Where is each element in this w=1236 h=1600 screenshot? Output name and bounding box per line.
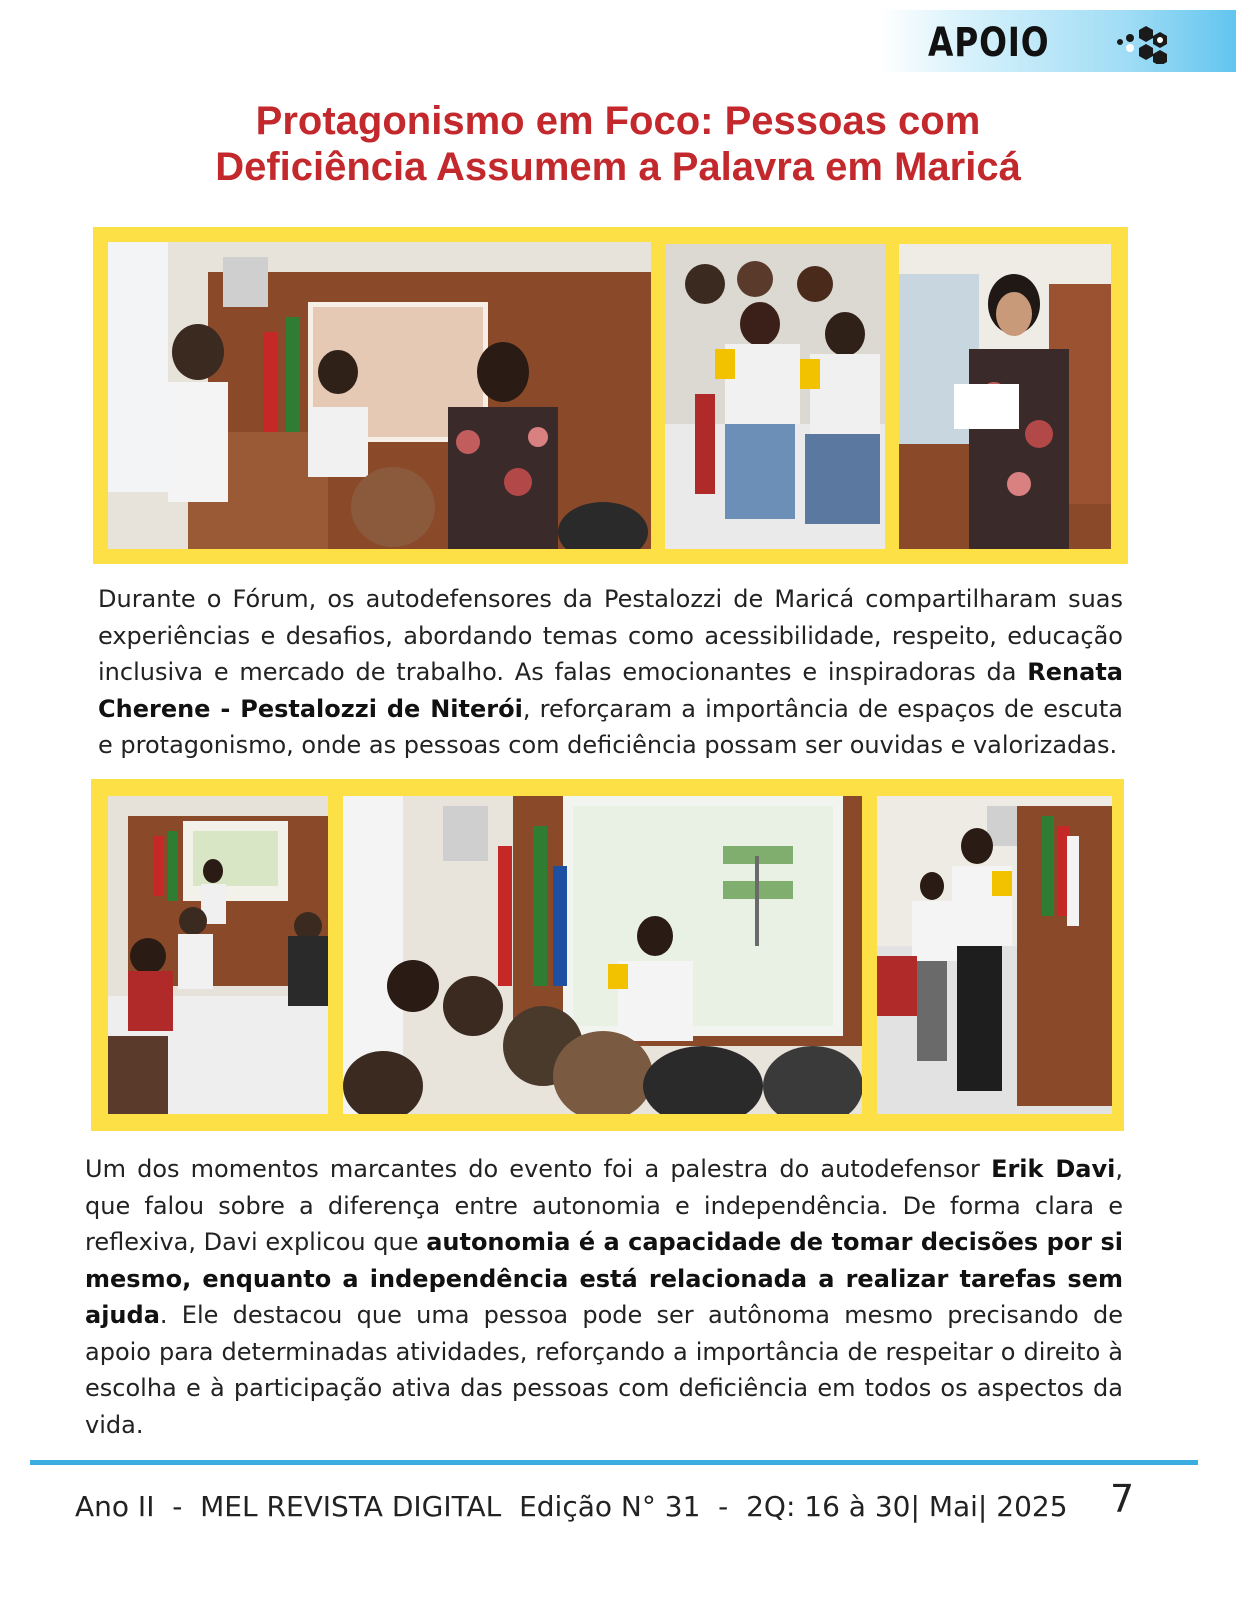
section-label: APOIO — [928, 20, 1050, 66]
footer-text: Ano II - MEL REVISTA DIGITAL Edição N° 31 - 2Q: 16 à 30| Mai| 2025 — [75, 1490, 1068, 1523]
photo-audience-seated — [665, 244, 885, 549]
photo-strip-2 — [91, 779, 1124, 1131]
paragraph-1-bold-name: Renata Cherene - Pestalozzi de Niterói — [98, 658, 1123, 723]
paragraph-1 — [98, 581, 1123, 764]
photo-erik-davi-presenting — [343, 796, 862, 1114]
page-number: 7 — [1110, 1477, 1135, 1521]
article-title — [80, 98, 1156, 190]
photo-renata-speaking — [899, 244, 1111, 549]
paragraph-1-text-a: Durante o Fórum, os autodefensores da Pestalozzi de Maricá compartilharam suas experiências e desafios, abordando temas como acessibilidade, respeito, educação inclusiva e mercado de trabalho. As falas emocionantes e inspiradoras da — [98, 585, 1123, 686]
photo-room-wide — [108, 796, 328, 1114]
photo-speaker-at-projector — [108, 242, 651, 549]
paragraph-2-bold-definition: autonomia é a capacidade de tomar decisões por si mesmo, enquanto a independência está relacionada a realizar tarefas sem ajuda — [85, 1228, 1123, 1329]
section-tag — [880, 10, 1236, 72]
paragraph-2-text-c: . Ele destacou que uma pessoa pode ser autônoma mesmo precisando de apoio para determinadas atividades, reforçando a importância de respeitar o direito à escolha e à participação ativa das pessoas com deficiência em todos os aspectos da vida. — [85, 1301, 1123, 1439]
footer-divider — [30, 1460, 1198, 1465]
paragraph-2-text-b: , que falou sobre a diferença entre autonomia e independência. De forma clara e reflexiva, Davi explicou que — [85, 1155, 1123, 1256]
paragraph-2 — [85, 1151, 1123, 1443]
paragraph-2-text-a: Um dos momentos marcantes do evento foi a palestra do autodefensor — [85, 1155, 992, 1183]
paragraph-2-bold-name: Erik Davi — [991, 1155, 1116, 1183]
title-line-2: Deficiência Assumem a Palavra em Maricá — [215, 145, 1021, 189]
hexagon-cluster-icon — [1116, 24, 1176, 64]
paragraph-1-text-b: , reforçaram a importância de espaços de escuta e protagonismo, onde as pessoas com deficiência possam ser ouvidas e valorizadas. — [98, 694, 1123, 759]
photo-erik-davi-standing — [877, 796, 1112, 1114]
title-line-1: Protagonismo em Foco: Pessoas com — [255, 99, 981, 143]
photo-strip-1 — [93, 227, 1128, 564]
